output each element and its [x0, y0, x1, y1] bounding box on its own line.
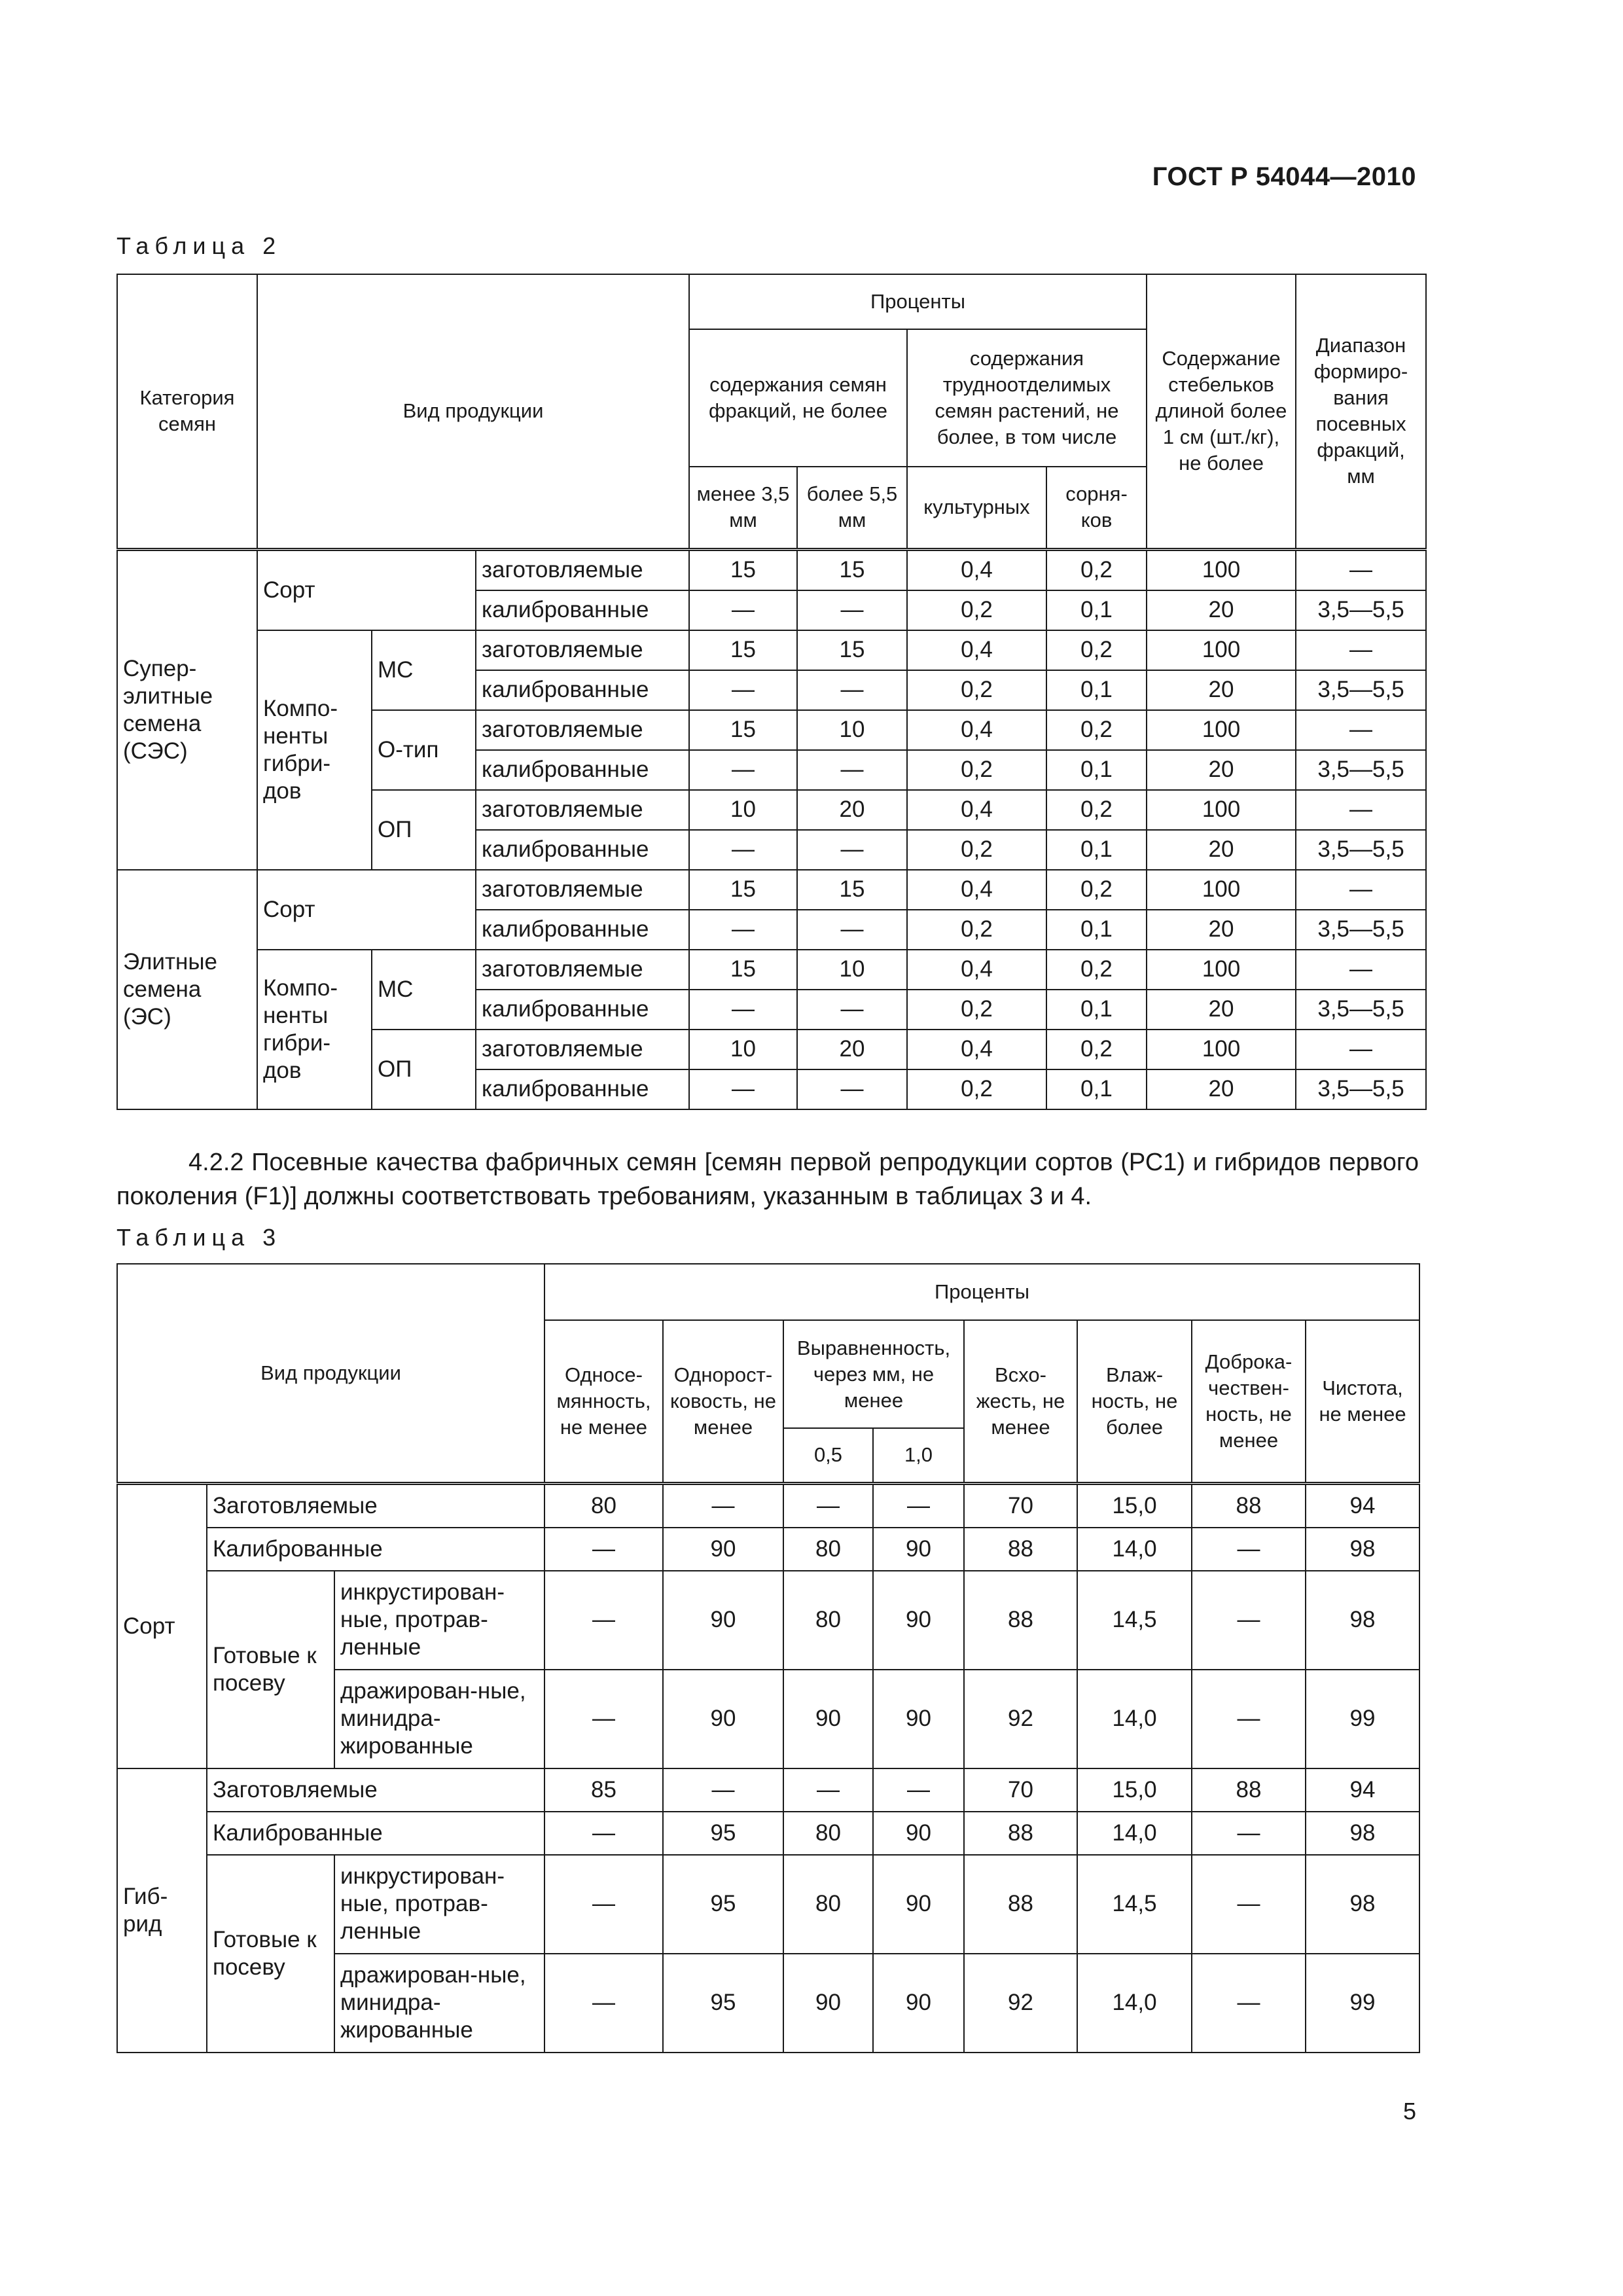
table-cell: 10 — [797, 950, 907, 990]
header-product: Вид продукции — [257, 274, 689, 549]
table-cell: 90 — [873, 1670, 964, 1768]
table-cell: калиброванные — [476, 830, 689, 870]
header-single-sprout: Однорост-ковость, не менее — [663, 1320, 783, 1483]
table-cell: 14,5 — [1077, 1855, 1192, 1954]
table-cell: калиброванные — [476, 910, 689, 950]
table-cell: 0,2 — [907, 590, 1046, 630]
table-cell: 0,2 — [1046, 1030, 1147, 1069]
header-purity: Чистота, не менее — [1306, 1320, 1419, 1483]
table-cell: 0,2 — [1046, 790, 1147, 830]
page-number: 5 — [1402, 2098, 1416, 2125]
table-cell: 90 — [873, 1855, 964, 1954]
header-percents: Проценты — [689, 274, 1147, 329]
table-cell: 88 — [964, 1528, 1077, 1571]
table-cell: 94 — [1306, 1483, 1419, 1528]
product-sort: Сорт — [257, 549, 476, 630]
product-procured: Заготовляемые — [207, 1768, 544, 1812]
table-cell: — — [1296, 630, 1426, 670]
table-cell: 3,5—5,5 — [1296, 750, 1426, 790]
paragraph-text: 4.2.2 Посевные качества фабричных семян [семян первой репродукции сортов (РС1) и гибридов первого поколения (F1)] должны соответствовать требованиям, указанным в таблицах 3 и 4. — [116, 1149, 1419, 1210]
component-op: ОП — [372, 1030, 476, 1109]
table-cell: 15 — [797, 630, 907, 670]
table-cell: 20 — [797, 1030, 907, 1069]
table-2 — [116, 274, 1427, 1110]
table-cell: 0,1 — [1046, 670, 1147, 710]
table-cell: 90 — [783, 1670, 873, 1768]
table-cell: 14,0 — [1077, 1528, 1192, 1571]
table-cell: 90 — [873, 1528, 964, 1571]
table-cell: 20 — [1147, 910, 1296, 950]
table-cell: 0,2 — [907, 750, 1046, 790]
table-cell: 15 — [689, 549, 797, 590]
header-less-3-5: менее 3,5 мм — [689, 467, 797, 549]
table-cell: 100 — [1147, 710, 1296, 750]
table-cell: 0,2 — [1046, 630, 1147, 670]
table-cell: 10 — [689, 1030, 797, 1069]
table-cell: 0,2 — [1046, 870, 1147, 910]
document-header: ГОСТ Р 54044—2010 — [1152, 162, 1416, 191]
table-cell: 0,2 — [1046, 710, 1147, 750]
table-cell: 3,5—5,5 — [1296, 910, 1426, 950]
table-cell: — — [1192, 1812, 1306, 1855]
table-cell: 0,1 — [1046, 590, 1147, 630]
table-cell: 70 — [964, 1483, 1077, 1528]
table-cell: — — [689, 590, 797, 630]
header-single-seed: Односе-мянность, не менее — [544, 1320, 663, 1483]
table-cell: — — [1192, 1670, 1306, 1768]
table-cell: 92 — [964, 1954, 1077, 2053]
table-cell: 98 — [1306, 1528, 1419, 1571]
category-elite: Элитные семена (ЭС) — [117, 870, 257, 1109]
table-cell: 0,1 — [1046, 830, 1147, 870]
table-cell: — — [797, 830, 907, 870]
table-cell: 88 — [964, 1812, 1077, 1855]
header-fractions: содержания семян фракций, не более — [689, 329, 907, 467]
table-cell: 80 — [783, 1528, 873, 1571]
table-cell: заготовляемые — [476, 870, 689, 910]
table-cell: 90 — [663, 1670, 783, 1768]
table-cell: — — [544, 1855, 663, 1954]
table-cell: 98 — [1306, 1812, 1419, 1855]
table-cell: 85 — [544, 1768, 663, 1812]
table-cell: 0,4 — [907, 870, 1046, 910]
table-cell: 100 — [1147, 630, 1296, 670]
table-cell: — — [1192, 1855, 1306, 1954]
header-product: Вид продукции — [117, 1264, 544, 1483]
table-cell: — — [797, 750, 907, 790]
table-cell: — — [873, 1768, 964, 1812]
table-cell: 0,2 — [907, 670, 1046, 710]
table-cell: 98 — [1306, 1855, 1419, 1954]
product-calibrated: Калиброванные — [207, 1528, 544, 1571]
table-cell: калиброванные — [476, 750, 689, 790]
table-cell: 0,4 — [907, 790, 1046, 830]
table-cell: — — [689, 990, 797, 1030]
table-cell: 100 — [1147, 549, 1296, 590]
table-cell: 10 — [797, 710, 907, 750]
header-category: Категория семян — [117, 274, 257, 549]
table-cell: 90 — [873, 1954, 964, 2053]
table-cell: 88 — [1192, 1483, 1306, 1528]
table-cell: 100 — [1147, 870, 1296, 910]
table-cell: 15,0 — [1077, 1483, 1192, 1528]
table-cell: 0,2 — [1046, 950, 1147, 990]
table-cell: 88 — [964, 1855, 1077, 1954]
table-cell: — — [1296, 790, 1426, 830]
table-cell: — — [544, 1812, 663, 1855]
table-cell: — — [689, 750, 797, 790]
table-cell: 20 — [797, 790, 907, 830]
table-cell: 15 — [689, 870, 797, 910]
table-cell: 15 — [689, 630, 797, 670]
table-cell: 80 — [783, 1571, 873, 1670]
product-encrusted: инкрустирован-ные, протрав-ленные — [334, 1855, 544, 1954]
table-cell: 20 — [1147, 590, 1296, 630]
table-cell: калиброванные — [476, 1069, 689, 1109]
table-cell: 99 — [1306, 1670, 1419, 1768]
header-evenness-0-5: 0,5 — [783, 1428, 873, 1483]
table-cell: — — [797, 1069, 907, 1109]
table-cell: — — [783, 1768, 873, 1812]
table-cell: заготовляемые — [476, 950, 689, 990]
table-cell: — — [873, 1483, 964, 1528]
table-cell: 80 — [783, 1812, 873, 1855]
table-cell: 70 — [964, 1768, 1077, 1812]
table-cell: — — [797, 990, 907, 1030]
product-pelleted: дражирован-ные, минидра-жированные — [334, 1670, 544, 1768]
table-cell: 95 — [663, 1954, 783, 2053]
table-cell: — — [1192, 1571, 1306, 1670]
table-cell: 0,2 — [1046, 549, 1147, 590]
table-cell: 3,5—5,5 — [1296, 830, 1426, 870]
component-ms: МС — [372, 630, 476, 710]
table-cell: 90 — [873, 1571, 964, 1670]
table-cell: 80 — [783, 1855, 873, 1954]
table-cell: — — [544, 1954, 663, 2053]
table-cell: 95 — [663, 1855, 783, 1954]
table-cell: 15 — [797, 549, 907, 590]
table-cell: — — [544, 1670, 663, 1768]
table-cell: — — [1296, 710, 1426, 750]
header-germination: Всхо-жесть, не менее — [964, 1320, 1077, 1483]
table-cell: 3,5—5,5 — [1296, 670, 1426, 710]
header-moisture: Влаж-ность, не более — [1077, 1320, 1192, 1483]
table-cell: — — [1296, 950, 1426, 990]
header-more-5-5: более 5,5 мм — [797, 467, 907, 549]
product-sort: Сорт — [257, 870, 476, 950]
table-cell: — — [783, 1483, 873, 1528]
table-cell: заготовляемые — [476, 790, 689, 830]
table-cell: калиброванные — [476, 590, 689, 630]
product-components: Компо-ненты гибри-дов — [257, 950, 372, 1109]
product-encrusted: инкрустирован-ные, протрав-ленные — [334, 1571, 544, 1670]
header-percents: Проценты — [544, 1264, 1419, 1320]
group-hybrid: Гиб-рид — [117, 1768, 207, 2053]
table-cell: 15 — [797, 870, 907, 910]
table-cell: 3,5—5,5 — [1296, 1069, 1426, 1109]
table-cell: заготовляемые — [476, 630, 689, 670]
table-3 — [116, 1263, 1420, 2053]
product-pelleted: дражирован-ные, минидра-жированные — [334, 1954, 544, 2053]
table-cell: — — [1296, 870, 1426, 910]
table-cell: 3,5—5,5 — [1296, 990, 1426, 1030]
group-sort: Сорт — [117, 1483, 207, 1768]
table-cell: 90 — [663, 1528, 783, 1571]
table-cell: 14,0 — [1077, 1954, 1192, 2053]
table-cell: калиброванные — [476, 990, 689, 1030]
table-cell: 99 — [1306, 1954, 1419, 2053]
table-cell: — — [1192, 1954, 1306, 2053]
category-super-elite: Супер-элитные семена (СЭС) — [117, 549, 257, 870]
component-op: ОП — [372, 790, 476, 870]
table-cell: 0,2 — [907, 990, 1046, 1030]
table-cell: 14,0 — [1077, 1670, 1192, 1768]
table-cell: 98 — [1306, 1571, 1419, 1670]
table-cell: — — [689, 830, 797, 870]
table-cell: — — [689, 670, 797, 710]
table-cell: 20 — [1147, 990, 1296, 1030]
header-evenness-1-0: 1,0 — [873, 1428, 964, 1483]
product-procured: Заготовляемые — [207, 1483, 544, 1528]
table-cell: 80 — [544, 1483, 663, 1528]
table-cell: 0,2 — [907, 1069, 1046, 1109]
table-cell: — — [544, 1528, 663, 1571]
table-cell: 100 — [1147, 1030, 1296, 1069]
table-cell: 0,4 — [907, 630, 1046, 670]
table-cell: 0,2 — [907, 910, 1046, 950]
product-calibrated: Калиброванные — [207, 1812, 544, 1855]
component-ms: МС — [372, 950, 476, 1030]
table-cell: — — [797, 590, 907, 630]
table-cell: — — [1296, 549, 1426, 590]
table-cell: 0,4 — [907, 710, 1046, 750]
table-cell: 100 — [1147, 790, 1296, 830]
table-cell: заготовляемые — [476, 549, 689, 590]
table-cell: калиброванные — [476, 670, 689, 710]
table-cell: 20 — [1147, 830, 1296, 870]
header-quality: Доброка-чествен-ность, не менее — [1192, 1320, 1306, 1483]
table-cell: 15,0 — [1077, 1768, 1192, 1812]
table-cell: 14,0 — [1077, 1812, 1192, 1855]
table-cell: 14,5 — [1077, 1571, 1192, 1670]
table-cell: 90 — [873, 1812, 964, 1855]
table-cell: — — [689, 910, 797, 950]
component-o-type: О-тип — [372, 710, 476, 790]
table-cell: 0,1 — [1046, 1069, 1147, 1109]
table-cell: 92 — [964, 1670, 1077, 1768]
header-stems: Содержание стебельков длиной более 1 см (шт./кг), не более — [1147, 274, 1296, 549]
table-cell: 20 — [1147, 750, 1296, 790]
table-cell: заготовляемые — [476, 710, 689, 750]
table-cell: 20 — [1147, 670, 1296, 710]
table-cell: 0,2 — [907, 830, 1046, 870]
header-hard-separable: содержания трудноотделимых семян растений, не более, в том числе — [907, 329, 1147, 467]
table-cell: 0,4 — [907, 950, 1046, 990]
table-cell: 88 — [964, 1571, 1077, 1670]
table-cell: 0,1 — [1046, 990, 1147, 1030]
paragraph-4-2-2 — [116, 1145, 1419, 1213]
product-ready: Готовые к посеву — [207, 1855, 334, 2053]
table-cell: 88 — [1192, 1768, 1306, 1812]
table-cell: 100 — [1147, 950, 1296, 990]
product-ready: Готовые к посеву — [207, 1571, 334, 1768]
table-cell: — — [689, 1069, 797, 1109]
table-cell: — — [1296, 1030, 1426, 1069]
table-cell: 20 — [1147, 1069, 1296, 1109]
header-weed: сорня-ков — [1046, 467, 1147, 549]
table-cell: 0,4 — [907, 549, 1046, 590]
table-cell: 0,4 — [907, 1030, 1046, 1069]
table-cell: — — [797, 910, 907, 950]
table-cell: 0,1 — [1046, 910, 1147, 950]
table-cell: 95 — [663, 1812, 783, 1855]
table2-caption: Таблица 2 — [116, 232, 282, 259]
table3-caption: Таблица 3 — [116, 1224, 282, 1251]
table-cell: — — [544, 1571, 663, 1670]
table-cell: 15 — [689, 950, 797, 990]
table-cell: 90 — [663, 1571, 783, 1670]
table-cell: 3,5—5,5 — [1296, 590, 1426, 630]
header-range: Диапазон формиро-вания посевных фракций, мм — [1296, 274, 1426, 549]
table-cell: заготовляемые — [476, 1030, 689, 1069]
header-evenness: Выравненность, через мм, не менее — [783, 1320, 964, 1428]
header-cultural: культурных — [907, 467, 1046, 549]
table-cell: — — [663, 1483, 783, 1528]
product-components: Компо-ненты гибри-дов — [257, 630, 372, 870]
table-cell: — — [1192, 1528, 1306, 1571]
table-cell: — — [663, 1768, 783, 1812]
table-cell: 90 — [783, 1954, 873, 2053]
table-cell: 10 — [689, 790, 797, 830]
table-cell: 15 — [689, 710, 797, 750]
table-cell: 94 — [1306, 1768, 1419, 1812]
table-cell: 0,1 — [1046, 750, 1147, 790]
table-cell: — — [797, 670, 907, 710]
